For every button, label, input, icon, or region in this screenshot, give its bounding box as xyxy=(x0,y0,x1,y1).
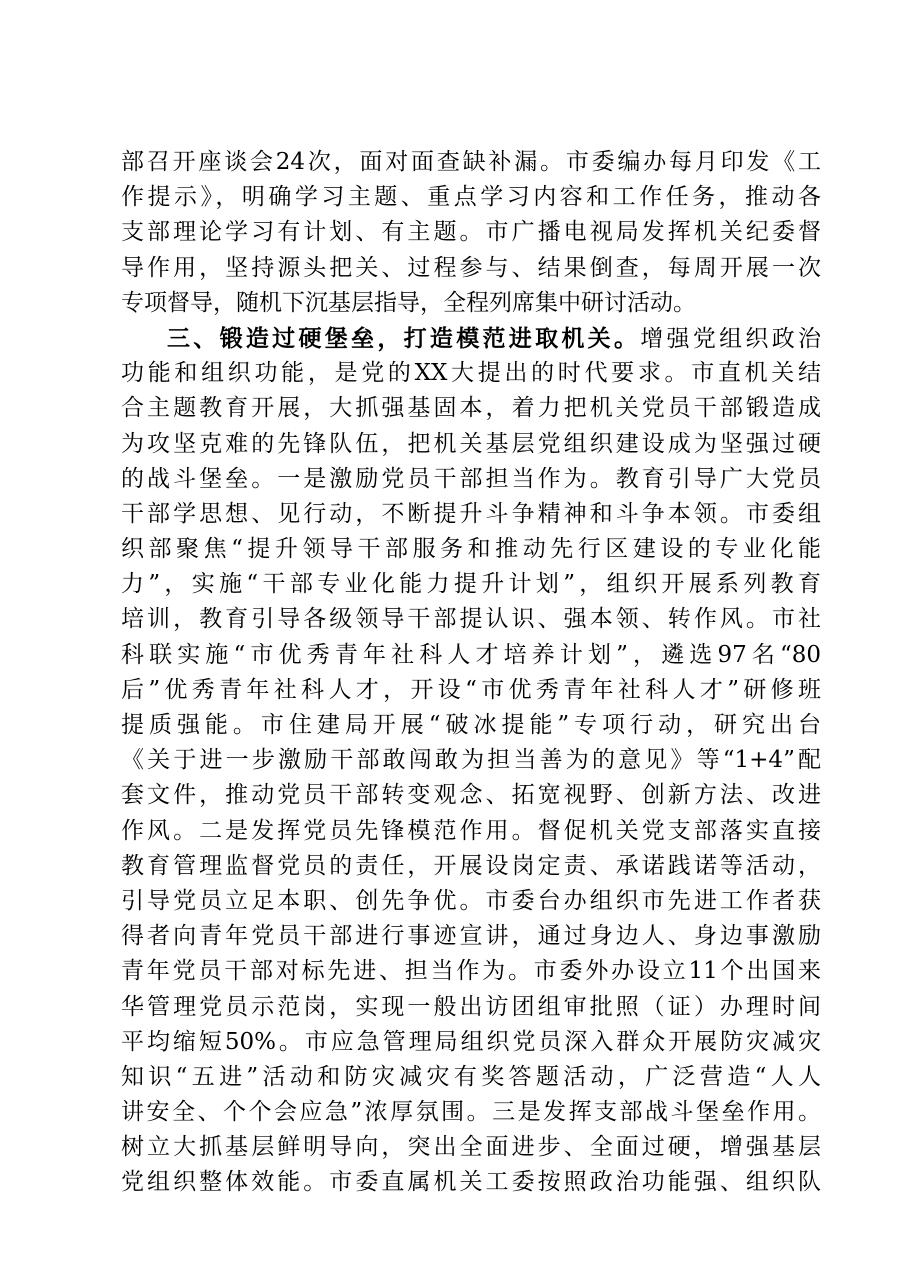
line-text: 支部理论学习有计划、有主题。市广播电视局发挥机关纪委督 xyxy=(121,219,821,246)
line-text: 引导党员立足本职、创先争优。市委台办组织市先进工作者获 xyxy=(121,887,821,914)
text-line xyxy=(121,743,821,778)
text-line xyxy=(121,1165,821,1200)
text-line xyxy=(121,778,821,813)
line-text: 作风。二是发挥党员先锋模范作用。督促机关党支部落实直接 xyxy=(121,817,821,844)
text-line xyxy=(121,497,821,532)
text-line xyxy=(121,1095,821,1130)
line-text: 力”，实施“干部专业化能力提升计划”，组织开展系列教育 xyxy=(121,571,821,598)
text-line xyxy=(121,180,821,215)
line-text: 增强党组织政治 xyxy=(640,325,822,352)
line-text: 织部聚焦“提升领导干部服务和推动先行区建设的专业化能 xyxy=(121,536,821,563)
text-line xyxy=(121,286,821,321)
line-text: 讲安全、个个会应急”浓厚氛围。三是发挥支部战斗堡垒作用。 xyxy=(121,1099,821,1126)
text-line xyxy=(121,673,821,708)
text-line xyxy=(121,145,821,180)
line-text: 为攻坚克难的先锋队伍，把机关基层党组织建设成为坚强过硬 xyxy=(121,430,821,457)
text-line xyxy=(121,391,821,426)
line-text: 的战斗堡垒。一是激励党员干部担当作为。教育引导广大党员 xyxy=(121,465,821,492)
text-line xyxy=(121,321,821,356)
text-line xyxy=(121,1130,821,1165)
text-line xyxy=(121,462,821,497)
text-line xyxy=(121,954,821,989)
text-line xyxy=(121,990,821,1025)
text-line xyxy=(121,567,821,602)
line-text: 干部学思想、见行动，不断提升斗争精神和斗争本领。市委组 xyxy=(121,500,821,527)
line-text: 科联实施“市优秀青年社科人才培养计划”，遴选97名“80 xyxy=(121,641,821,668)
text-line xyxy=(121,919,821,954)
text-line xyxy=(121,814,821,849)
line-text: 党组织整体效能。市委直属机关工委按照政治功能强、组织队 xyxy=(121,1169,821,1196)
line-text: 《关于进一步激励干部敢闯敢为担当善为的意见》等“1+4”配 xyxy=(121,747,821,774)
line-text: 树立大抓基层鲜明导向，突出全面进步、全面过硬，增强基层 xyxy=(121,1134,821,1161)
text-line xyxy=(121,356,821,391)
text-line xyxy=(121,638,821,673)
line-text: 套文件，推动党员干部转变观念、拓宽视野、创新方法、改进 xyxy=(121,782,821,809)
line-text: 功能和组织功能，是党的XX大提出的时代要求。市直机关结 xyxy=(121,360,821,387)
text-line xyxy=(121,884,821,919)
line-text: 合主题教育开展，大抓强基固本，着力把机关党员干部锻造成 xyxy=(121,395,821,422)
line-text: 得者向青年党员干部进行事迹宣讲，通过身边人、身边事激励 xyxy=(121,923,821,950)
line-text: 教育管理监督党员的责任，开展设岗定责、承诺践诺等活动， xyxy=(121,852,821,879)
line-text: 青年党员干部对标先进、担当作为。市委外办设立11个出国来 xyxy=(121,958,821,985)
text-line xyxy=(121,532,821,567)
line-text: 作提示》，明确学习主题、重点学习内容和工作任务，推动各 xyxy=(121,184,821,211)
line-text: 提质强能。市住建局开展“破冰提能”专项行动，研究出台 xyxy=(121,712,821,738)
text-line xyxy=(121,849,821,884)
text-line xyxy=(121,708,821,743)
line-text: 导作用，坚持源头把关、过程参与、结果倒查，每周开展一次 xyxy=(121,254,821,281)
text-line xyxy=(121,1060,821,1095)
line-text: 部召开座谈会24次，面对面查缺补漏。市委编办每月印发《工 xyxy=(121,149,821,175)
text-line xyxy=(121,1025,821,1060)
text-line xyxy=(121,215,821,250)
line-text: 华管理党员示范岗，实现一般出访团组审批照（证）办理时间 xyxy=(121,993,821,1020)
line-text: 知识“五进”活动和防灾减灾有奖答题活动，广泛营造“人人 xyxy=(121,1063,821,1090)
line-text: 后”优秀青年社科人才，开设“市优秀青年社科人才”研修班 xyxy=(121,676,821,703)
body-text xyxy=(121,145,821,1201)
line-text: 培训，教育引导各级领导干部提认识、强本领、转作风。市社 xyxy=(121,606,821,633)
text-line xyxy=(121,427,821,462)
text-line xyxy=(121,602,821,637)
line-text: 专项督导，随机下沉基层指导，全程列席集中研讨活动。 xyxy=(121,289,696,316)
line-text: 平均缩短50%。市应急管理局组织党员深入群众开展防灾减灾 xyxy=(121,1028,821,1055)
text-line xyxy=(121,251,821,286)
section-heading: 三、锻造过硬堡垒，打造模范进取机关。 xyxy=(167,324,641,352)
